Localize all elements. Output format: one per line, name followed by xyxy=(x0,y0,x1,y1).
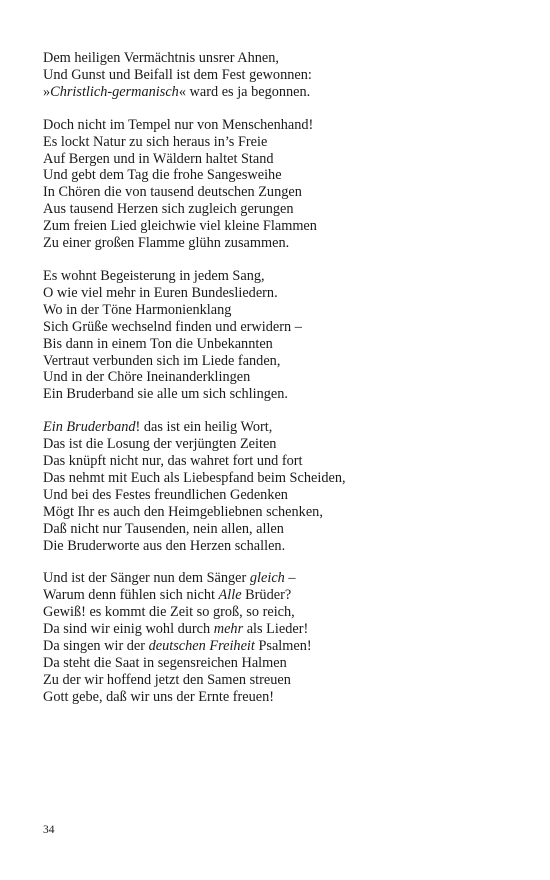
verse-line xyxy=(43,201,523,218)
verse-line xyxy=(43,504,523,521)
verse-line xyxy=(43,151,523,168)
poem-text xyxy=(43,50,523,722)
verse-line xyxy=(43,369,523,386)
text-segment: Das nehmt mit Euch als Liebespfand beim Scheiden, xyxy=(43,469,346,486)
verse-line xyxy=(43,587,523,604)
italic-text: deutschen Freiheit xyxy=(148,638,255,655)
verse-line xyxy=(43,117,523,134)
verse-line xyxy=(43,521,523,538)
text-segment: Gott gebe, daß wir uns der Ernte freuen! xyxy=(43,688,275,705)
stanza xyxy=(43,419,523,554)
text-segment: Und ist der Sänger nun dem Sänger xyxy=(43,570,250,587)
text-segment: Vertraut verbunden sich im Liede fanden, xyxy=(43,352,281,369)
text-segment: « ward es ja begonnen. xyxy=(178,83,311,100)
verse-line xyxy=(43,638,523,655)
verse-line xyxy=(43,218,523,235)
italic-text: Christlich-germanisch xyxy=(50,83,179,100)
text-segment: O wie viel mehr in Euren Bundesliedern. xyxy=(43,284,278,301)
text-segment: Es lockt Natur zu sich heraus in’s Freie xyxy=(43,133,268,150)
italic-text: mehr xyxy=(213,621,244,638)
verse-line xyxy=(43,436,523,453)
text-segment: Sich Grüße wechselnd finden und erwidern – xyxy=(43,318,302,335)
text-segment: Zum freien Lied gleichwie viel kleine Flammen xyxy=(43,218,317,235)
text-segment: Zu der wir hoffend jetzt den Samen streuen xyxy=(43,671,291,688)
page-number: 34 xyxy=(43,824,55,836)
verse-line xyxy=(43,672,523,689)
text-segment: Und gebt dem Tag die frohe Sangesweihe xyxy=(43,167,282,184)
text-segment: ! das ist ein heilig Wort, xyxy=(135,419,273,436)
verse-line xyxy=(43,538,523,555)
text-segment: Auf Bergen und in Wäldern haltet Stand xyxy=(43,150,274,167)
verse-line xyxy=(43,604,523,621)
verse-line xyxy=(43,84,523,101)
text-segment: Wo in der Töne Harmonienklang xyxy=(43,301,232,318)
text-segment: – xyxy=(284,570,296,587)
text-segment: Da steht die Saat in segensreichen Halmen xyxy=(43,655,287,671)
verse-line xyxy=(43,570,523,587)
verse-line xyxy=(43,319,523,336)
text-segment: Warum denn fühlen sich nicht xyxy=(43,587,219,604)
verse-line xyxy=(43,621,523,638)
text-segment: Mögt Ihr es auch den Heimgebliebnen schenken, xyxy=(43,503,323,520)
verse-line xyxy=(43,302,523,319)
stanza xyxy=(43,50,523,101)
verse-line xyxy=(43,386,523,403)
verse-line xyxy=(43,470,523,487)
verse-line xyxy=(43,285,523,302)
verse-line xyxy=(43,67,523,84)
stanza xyxy=(43,117,523,252)
stanza xyxy=(43,268,523,403)
text-segment: Das knüpft nicht nur, das wahret fort und fort xyxy=(43,453,303,470)
text-segment: Dem heiligen Vermächtnis unsrer Ahnen, xyxy=(43,50,279,66)
verse-line xyxy=(43,419,523,436)
text-segment: Da singen wir der xyxy=(43,638,149,655)
verse-line xyxy=(43,689,523,706)
verse-line xyxy=(43,353,523,370)
text-segment: Das ist die Losung der verjüngten Zeiten xyxy=(43,436,277,453)
verse-line xyxy=(43,235,523,252)
text-segment: Und in der Chöre Ineinanderklingen xyxy=(43,369,251,386)
verse-line xyxy=(43,453,523,470)
text-segment: Zu einer großen Flamme glühn zusammen. xyxy=(43,235,290,252)
text-segment: Und Gunst und Beifall ist dem Fest gewonnen: xyxy=(43,66,312,83)
text-segment: Es wohnt Begeisterung in jedem Sang, xyxy=(43,267,265,284)
stanza xyxy=(43,570,523,705)
verse-line xyxy=(43,268,523,285)
italic-text: gleich xyxy=(249,570,285,587)
text-segment: Bis dann in einem Ton die Unbekannten xyxy=(43,335,273,352)
text-segment: Ein Bruderband sie alle um sich schlingen. xyxy=(43,386,288,403)
text-segment: Und bei des Festes freundlichen Gedenken xyxy=(43,486,288,503)
text-segment: Brüder? xyxy=(241,587,292,604)
verse-line xyxy=(43,167,523,184)
italic-text: Ein Bruderband xyxy=(43,419,136,436)
text-segment: Die Bruderworte aus den Herzen schallen. xyxy=(43,537,286,554)
text-segment: » xyxy=(43,83,51,100)
verse-line xyxy=(43,655,523,672)
verse-line xyxy=(43,184,523,201)
text-segment: Gewiß! es kommt die Zeit so groß, so reich, xyxy=(43,604,295,621)
text-segment: Psalmen! xyxy=(254,638,312,655)
text-segment: In Chören die von tausend deutschen Zungen xyxy=(43,184,302,201)
text-segment: Daß nicht nur Tausenden, nein allen, allen xyxy=(43,520,284,537)
verse-line xyxy=(43,336,523,353)
text-segment: Aus tausend Herzen sich zugleich gerungen xyxy=(43,201,294,218)
italic-text: Alle xyxy=(218,587,242,604)
text-segment: als Lieder! xyxy=(243,621,309,638)
text-segment: Doch nicht im Tempel nur von Menschenhand! xyxy=(43,116,314,133)
verse-line xyxy=(43,487,523,504)
text-segment: Da sind wir einig wohl durch xyxy=(43,621,214,638)
verse-line xyxy=(43,50,523,67)
verse-line xyxy=(43,134,523,151)
